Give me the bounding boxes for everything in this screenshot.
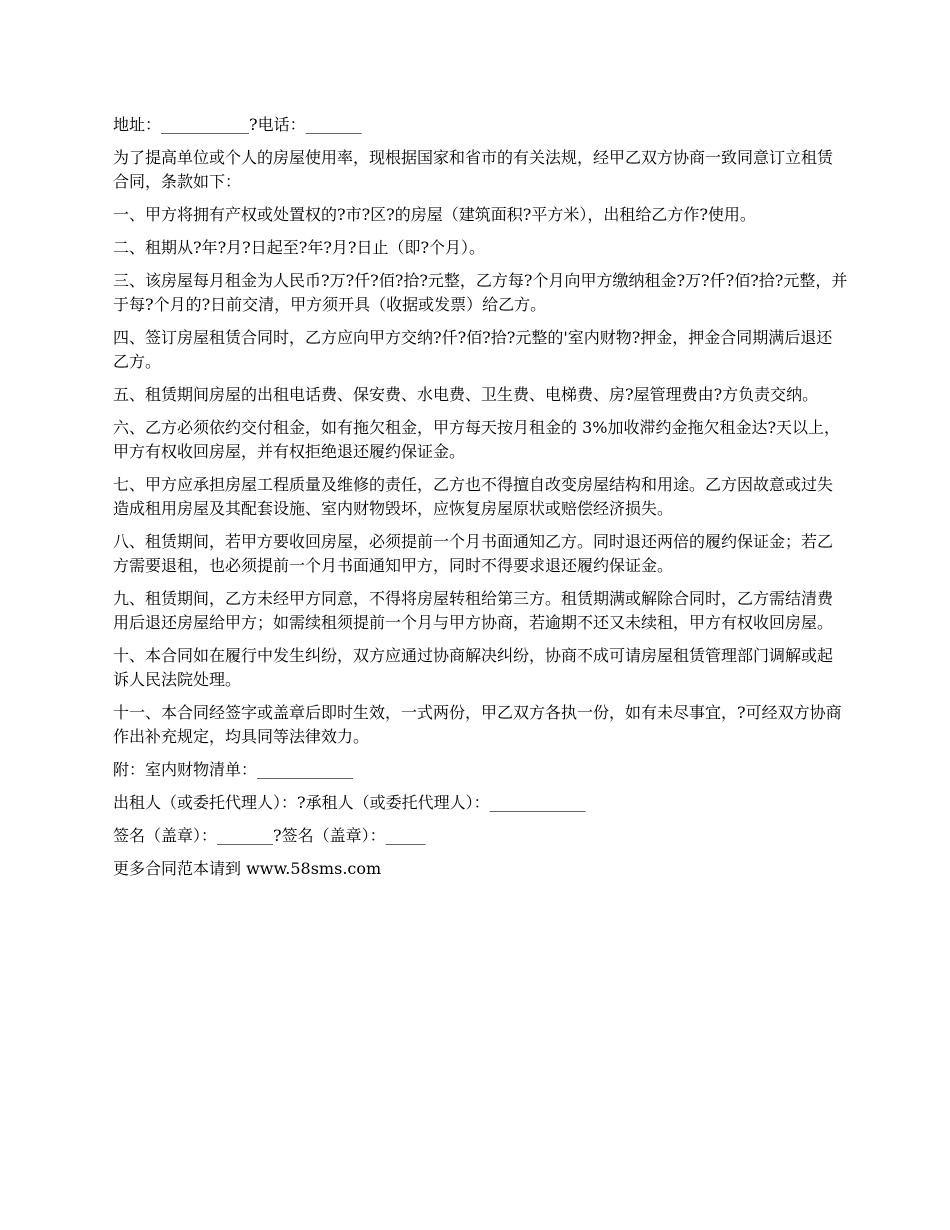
address-phone-line: 地址：___________?电话：_______ [113,115,362,134]
clause-5: 五、租赁期间房屋的出租电话费、保安费、水电费、卫生费、电梯费、房?屋管理费由?方负责交纳。 [113,385,819,404]
clause-1: 一、甲方将拥有产权或处置权的?市?区?的房屋（建筑面积?平方米），出租给乙方作?使用。 [113,205,756,224]
intro-paragraph: 为了提高单位或个人的房屋使用率，现根据国家和省市的有关法规，经甲乙双方协商一致同意订立租赁合同，条款如下： [113,148,834,191]
clause-4: 四、签订房屋租赁合同时，乙方应向甲方交纳?仟?佰?拾?元整的'室内财物?押金，押金合同期满后退还乙方。 [113,328,833,371]
clause-8: 八、租赁期间，若甲方要收回房屋，必须提前一个月书面通知乙方。同时退还两倍的履约保证金；若乙方需要退租，也必须提前一个月书面通知甲方，同时不得要求退还履约保证金。 [113,532,834,575]
contract-document [113,113,848,890]
clause-9: 九、租赁期间，乙方未经甲方同意，不得将房屋转租给第三方。租赁期满或解除合同时，乙方需结清费用后退还房屋给甲方；如需续租须提前一个月与甲方协商，若逾期不还又未续租，甲方有权收回房屋。 [113,589,834,632]
clause-6: 六、乙方必须依约交付租金，如有拖欠租金，甲方每天按月租金的 3%加收滞约金拖欠租金达?天以上，甲方有权收回房屋，并有权拒绝退还履约保证金。 [113,418,841,461]
clause-7: 七、甲方应承担房屋工程质量及维修的责任，乙方也不得擅自改变房屋结构和用途。乙方因故意或过失造成租用房屋及其配套设施、室内财物毁坏，应恢复房屋原状或赔偿经济损失。 [113,475,834,518]
clause-2: 二、租期从?年?月?日起至?年?月?日止（即?个月）。 [113,238,486,257]
clause-3: 三、该房屋每月租金为人民币?万?仟?佰?拾?元整，乙方每?个月向甲方缴纳租金?万?仟?佰?拾?元整，并于每?个月的?日前交清，甲方须开具（收据或发票）给乙方。 [113,271,848,314]
signatures-line: 签名（盖章）：_______?签名（盖章）：_____ [113,826,426,845]
attachment-list-line: 附：室内财物清单：____________ [113,760,354,779]
footer-link-text: 更多合同范本请到 www.58sms.com [113,859,382,878]
clause-11: 十一、本合同经签字或盖章后即时生效，一式两份，甲乙双方各执一份，如有未尽事宜，?可经双方协商作出补充规定，均具同等法律效力。 [113,703,842,746]
clause-10: 十、本合同如在履行中发生纠纷，双方应通过协商解决纠纷，协商不成可请房屋租赁管理部门调解或起诉人民法院处理。 [113,646,834,689]
parties-line: 出租人（或委托代理人）：?承租人（或委托代理人）：____________ [113,793,586,812]
